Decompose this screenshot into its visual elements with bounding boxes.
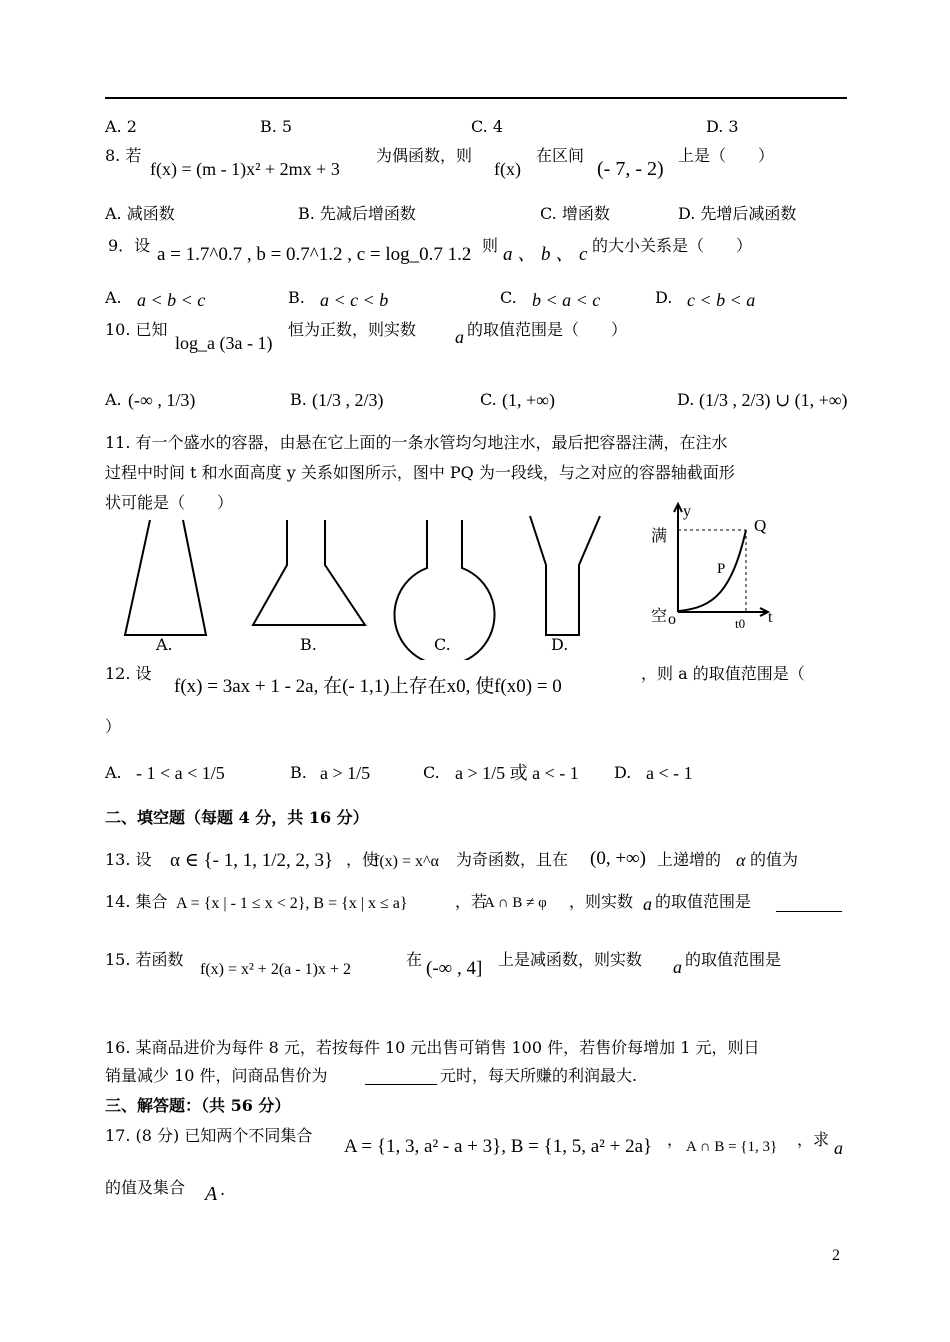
q8-mid1: 为偶函数，则	[376, 146, 473, 165]
q7-option-a: A. 2	[105, 117, 137, 136]
q14-prefix: 14. 集合	[105, 892, 168, 911]
q12-option-b: a > 1/5	[320, 763, 371, 783]
q9-mid: ，则	[466, 236, 499, 255]
q8-suffix: 上是（ ）	[678, 146, 775, 165]
container-label-d: D.	[551, 635, 569, 654]
q9-suffix: 的大小关系是（ ）	[592, 236, 753, 255]
q11-line3: 状可能是（ ）	[105, 493, 234, 512]
q10-mid: 恒为正数，则实数	[288, 320, 417, 339]
graph-t-label: t	[768, 609, 773, 626]
q10-option-b: (1/3 , 2/3)	[312, 390, 384, 410]
q17-condition: A ∩ B = {1, 3}	[686, 1139, 778, 1155]
q13-function: f(x) = x^α	[374, 853, 439, 870]
graph-curve-pq	[678, 530, 746, 611]
q10-suffix: 的取值范围是（ ）	[467, 320, 628, 339]
q7-option-b: B. 5	[260, 117, 293, 136]
q15-prefix: 15. 若函数	[105, 950, 184, 969]
q10-option-b-label: B.	[290, 390, 307, 409]
graph-full-label: 满	[651, 526, 668, 545]
q10-option-c-label: C.	[480, 390, 497, 409]
q13-var: α	[736, 850, 746, 870]
q15-var: a	[673, 957, 682, 977]
q15-mid: 在	[406, 950, 423, 969]
q16-answer-blank	[365, 1083, 437, 1085]
q14-mid: ，若	[455, 892, 488, 911]
q17-expression: A = {1, 3, a² - a + 3}, B = {1, 5, a² + 2a}	[344, 1136, 653, 1157]
q16-line1: 16. 某商品进价为每件 8 元，若按每件 10 元出售可销售 100 件，若售价每增加 1 元，则日	[105, 1038, 760, 1057]
q8-function: f(x) = (m - 1)x² + 2mx + 3	[150, 159, 340, 179]
q7-option-d: D. 3	[706, 117, 739, 136]
q9-option-c-label: C.	[500, 288, 517, 307]
q15-suffix: 的取值范围是	[685, 950, 782, 969]
section-3-heading: 三、解答题：（共 56 分）	[105, 1096, 291, 1115]
q12-option-d: a < - 1	[646, 763, 693, 783]
q13-interval: (0, +∞)	[590, 848, 646, 869]
q12-close: ）	[105, 717, 122, 736]
q9-expression: a = 1.7^0.7 , b = 0.7^1.2 , c = log_0.7 1.2	[157, 244, 472, 265]
q17-line2: 的值及集合	[105, 1178, 186, 1197]
q16-line2-b: 元时，每天所赚的利润最大.	[440, 1066, 638, 1085]
q17-mid: ，	[667, 1130, 684, 1149]
q9-option-d: c < b < a	[687, 290, 756, 310]
q10-expression: log_a (3a - 1)	[175, 333, 273, 353]
q12-option-d-label: D.	[614, 763, 632, 782]
q17-end: .	[220, 1180, 226, 1199]
q9-option-a: a < b < c	[137, 290, 206, 310]
q13-mid3: 上递增的	[657, 850, 722, 869]
q12-expression: f(x) = 3ax + 1 - 2a, 在(- 1,1)上存在x0, 使f(x0) = 0	[174, 676, 562, 697]
q12-option-c-label: C.	[423, 763, 440, 782]
q7-option-c: C. 4	[471, 117, 504, 136]
q9-vars: a 、 b 、 c	[503, 244, 588, 265]
q11-line1: 11. 有一个盛水的容器，由悬在它上面的一条水管均匀地注水，最后把容器注满，在注水	[105, 433, 728, 452]
q10-option-d: (1/3 , 2/3) ∪ (1, +∞)	[699, 390, 848, 410]
q8-option-c: C. 增函数	[540, 204, 610, 223]
container-label-b: B.	[300, 635, 317, 654]
q13-prefix: 13. 设	[105, 850, 152, 869]
graph-p-label: P	[717, 561, 726, 577]
q9-option-c: b < a < c	[532, 290, 601, 310]
q10-option-d-label: D.	[677, 390, 695, 409]
q14-suffix: 的取值范围是	[655, 892, 752, 911]
q9-option-b: a < c < b	[320, 290, 389, 310]
q10-option-c: (1, +∞)	[502, 390, 555, 410]
q12-option-a: - 1 < a < 1/5	[136, 763, 225, 783]
q14-expression: A = {x | - 1 ≤ x < 2}, B = {x | x ≤ a}	[176, 895, 408, 912]
q14-condition: A ∩ B ≠ φ	[484, 895, 547, 911]
q8-function2: f(x)	[494, 159, 521, 179]
graph-q-label: Q	[754, 516, 767, 535]
q8-option-a: A. 减函数	[105, 204, 175, 223]
q12-suffix: ，则 a 的取值范围是（	[641, 664, 805, 683]
header-rule	[105, 97, 847, 99]
q12-prefix: 12. 设	[105, 664, 152, 683]
q9-option-a-label: A.	[105, 288, 122, 307]
container-label-a: A.	[156, 635, 173, 654]
q8-option-b: B. 先减后增函数	[298, 204, 416, 223]
q13-set: α ∈ {- 1, 1, 1/2, 2, 3}	[170, 850, 334, 871]
q15-mid2: 上是减函数，则实数	[498, 950, 643, 969]
q17-var: a	[834, 1138, 843, 1158]
q14-mid2: ，则实数	[569, 892, 634, 911]
graph-y-label: y	[683, 503, 691, 520]
q17-var2: A	[205, 1183, 218, 1205]
page-number: 2	[832, 1247, 840, 1264]
q12-option-b-label: B.	[290, 763, 307, 782]
q14-var: a	[643, 894, 652, 914]
q11-line2: 过程中时间 t 和水面高度 y 关系如图所示，图中 PQ 为一段线，与之对应的容器轴截面形	[105, 463, 735, 482]
section-2-heading: 二、填空题（每题 4 分，共 16 分）	[105, 808, 369, 827]
q15-expression: f(x) = x² + 2(a - 1)x + 2	[200, 961, 351, 978]
graph-t0-label: t0	[735, 616, 746, 631]
q8-prefix: 8. 若	[105, 146, 142, 165]
container-d-shape	[530, 516, 600, 635]
q13-mid: ，使	[346, 850, 379, 869]
q10-prefix: 10. 已知	[105, 320, 168, 339]
q13-mid2: 为奇函数，且在	[456, 850, 569, 869]
q10-option-a: (-∞ , 1/3)	[128, 390, 196, 410]
container-b-shape	[253, 520, 365, 625]
q17-prefix: 17. (8 分) 已知两个不同集合	[105, 1126, 313, 1145]
q10-var: a	[455, 327, 464, 347]
container-a-shape	[125, 520, 206, 635]
q10-option-a-label: A.	[105, 390, 122, 409]
q8-option-d: D. 先增后减函数	[678, 204, 797, 223]
container-shapes	[110, 510, 670, 660]
q8-interval: (- 7, - 2)	[597, 158, 664, 180]
q14-answer-blank	[776, 910, 842, 912]
q16-line2-a: 销量减少 10 件，问商品售价为	[105, 1066, 328, 1085]
q9-prefix: 9．设	[108, 236, 151, 255]
q12-option-c: a > 1/5 或 a < - 1	[455, 763, 579, 783]
graph-empty-label: 空	[651, 606, 668, 625]
q13-suffix: 的值为	[750, 850, 799, 869]
q17-suffix: ，求	[797, 1130, 830, 1149]
q9-option-d-label: D.	[655, 288, 673, 307]
q9-option-b-label: B.	[288, 288, 305, 307]
q12-option-a-label: A.	[105, 763, 122, 782]
graph-origin-label: o	[668, 611, 676, 628]
q15-interval: (-∞ , 4]	[426, 958, 483, 979]
q8-mid2: 在区间	[536, 146, 585, 165]
container-label-c: C.	[434, 635, 451, 654]
